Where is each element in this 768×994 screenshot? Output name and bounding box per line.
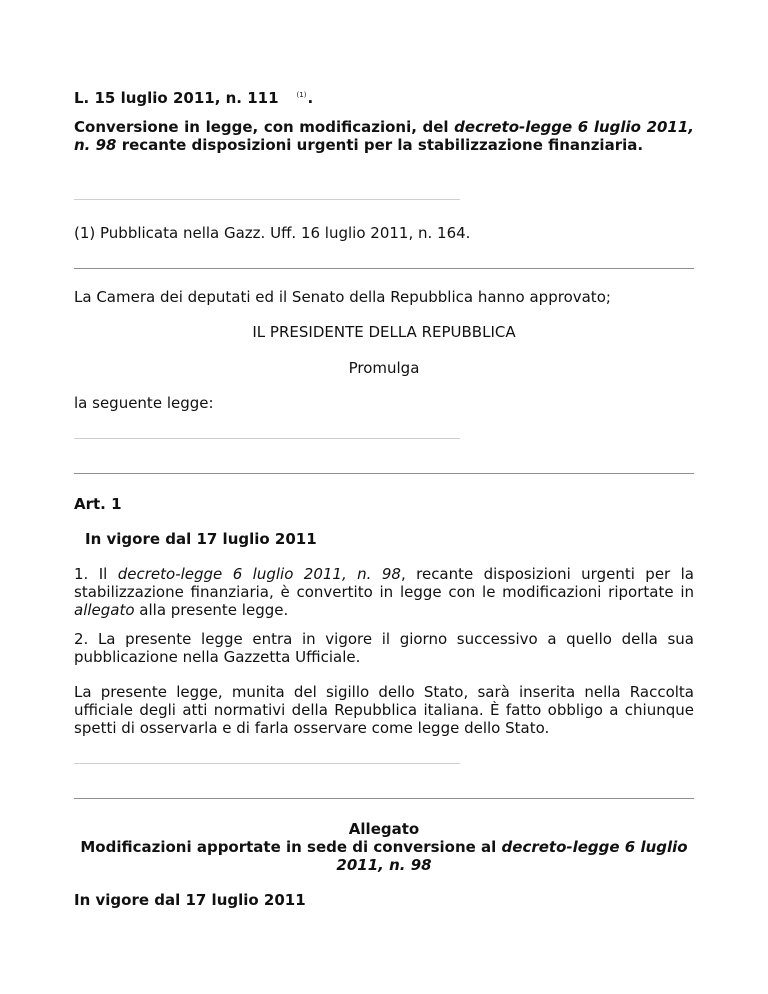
separator-short-3 xyxy=(74,763,460,764)
separator-long-1 xyxy=(74,268,694,269)
paragraph-1-text-a: Il xyxy=(88,565,118,583)
president-heading: IL PRESIDENTE DELLA REPUBBLICA xyxy=(252,323,516,341)
law-title-part2: recante disposizioni urgenti per la stabilizzazione finanziaria. xyxy=(116,136,644,154)
separator-short-1 xyxy=(74,199,460,200)
paragraph-1-number: 1. xyxy=(74,565,89,583)
law-reference xyxy=(74,86,694,107)
article-in-force: In vigore dal 17 luglio 2011 xyxy=(85,530,317,548)
separator-long-3 xyxy=(74,798,694,799)
promulga-text: Promulga xyxy=(348,359,420,377)
annex-subtitle-decree: decreto-legge 6 luglio 2011, n. 98 xyxy=(336,838,688,874)
separator-short-2 xyxy=(74,438,460,439)
law-title-decree: decreto-legge 6 luglio 2011, n. 98 xyxy=(74,118,695,154)
approval-statement: La Camera dei deputati ed il Senato della Repubblica hanno approvato; xyxy=(74,288,611,306)
article-paragraph-1 xyxy=(74,565,694,619)
article-paragraph-2 xyxy=(74,630,694,666)
law-title-part1: Conversione in legge, con modificazioni, del xyxy=(74,118,455,136)
footnote-marker[interactable]: (1) xyxy=(296,91,307,99)
law-reference-text: L. 15 luglio 2011, n. 111 xyxy=(74,89,279,107)
annex-subtitle-text: Modificazioni apportate in sede di conversione al xyxy=(80,838,502,856)
seguente-legge-text: la seguente legge: xyxy=(74,394,214,412)
paragraph-1-text-b: , recante disposizioni urgenti per la stabilizzazione finanziaria, è convertito in legge con le modificazioni riportate in xyxy=(74,565,694,601)
paragraph-2-text: La presente legge entra in vigore il giorno successivo a quello della sua pubblicazione nella Gazzetta Ufficiale. xyxy=(74,630,694,666)
paragraph-2-number: 2. xyxy=(74,630,89,648)
footnote-text: (1) Pubblicata nella Gazz. Uff. 16 luglio 2011, n. 164. xyxy=(74,224,471,242)
annex-subtitle xyxy=(74,838,694,874)
law-title xyxy=(74,118,694,154)
paragraph-1-decree: decreto-legge 6 luglio 2011, n. 98 xyxy=(117,565,401,583)
article-heading: Art. 1 xyxy=(74,495,122,513)
paragraph-1-allegato: allegato xyxy=(74,601,135,619)
annex-in-force: In vigore dal 17 luglio 2011 xyxy=(74,891,306,909)
annex-heading: Allegato xyxy=(348,820,420,838)
separator-long-2 xyxy=(74,473,694,474)
paragraph-1-text-c: alla presente legge. xyxy=(134,601,289,619)
law-reference-period: . xyxy=(307,89,314,107)
closing-formula: La presente legge, munita del sigillo dello Stato, sarà inserita nella Raccolta ufficiale degli atti normativi della Repubblica italiana. È fatto obbligo a chiunque spetti di osservarla e di farla osservare come legge dello Stato. xyxy=(74,683,694,737)
